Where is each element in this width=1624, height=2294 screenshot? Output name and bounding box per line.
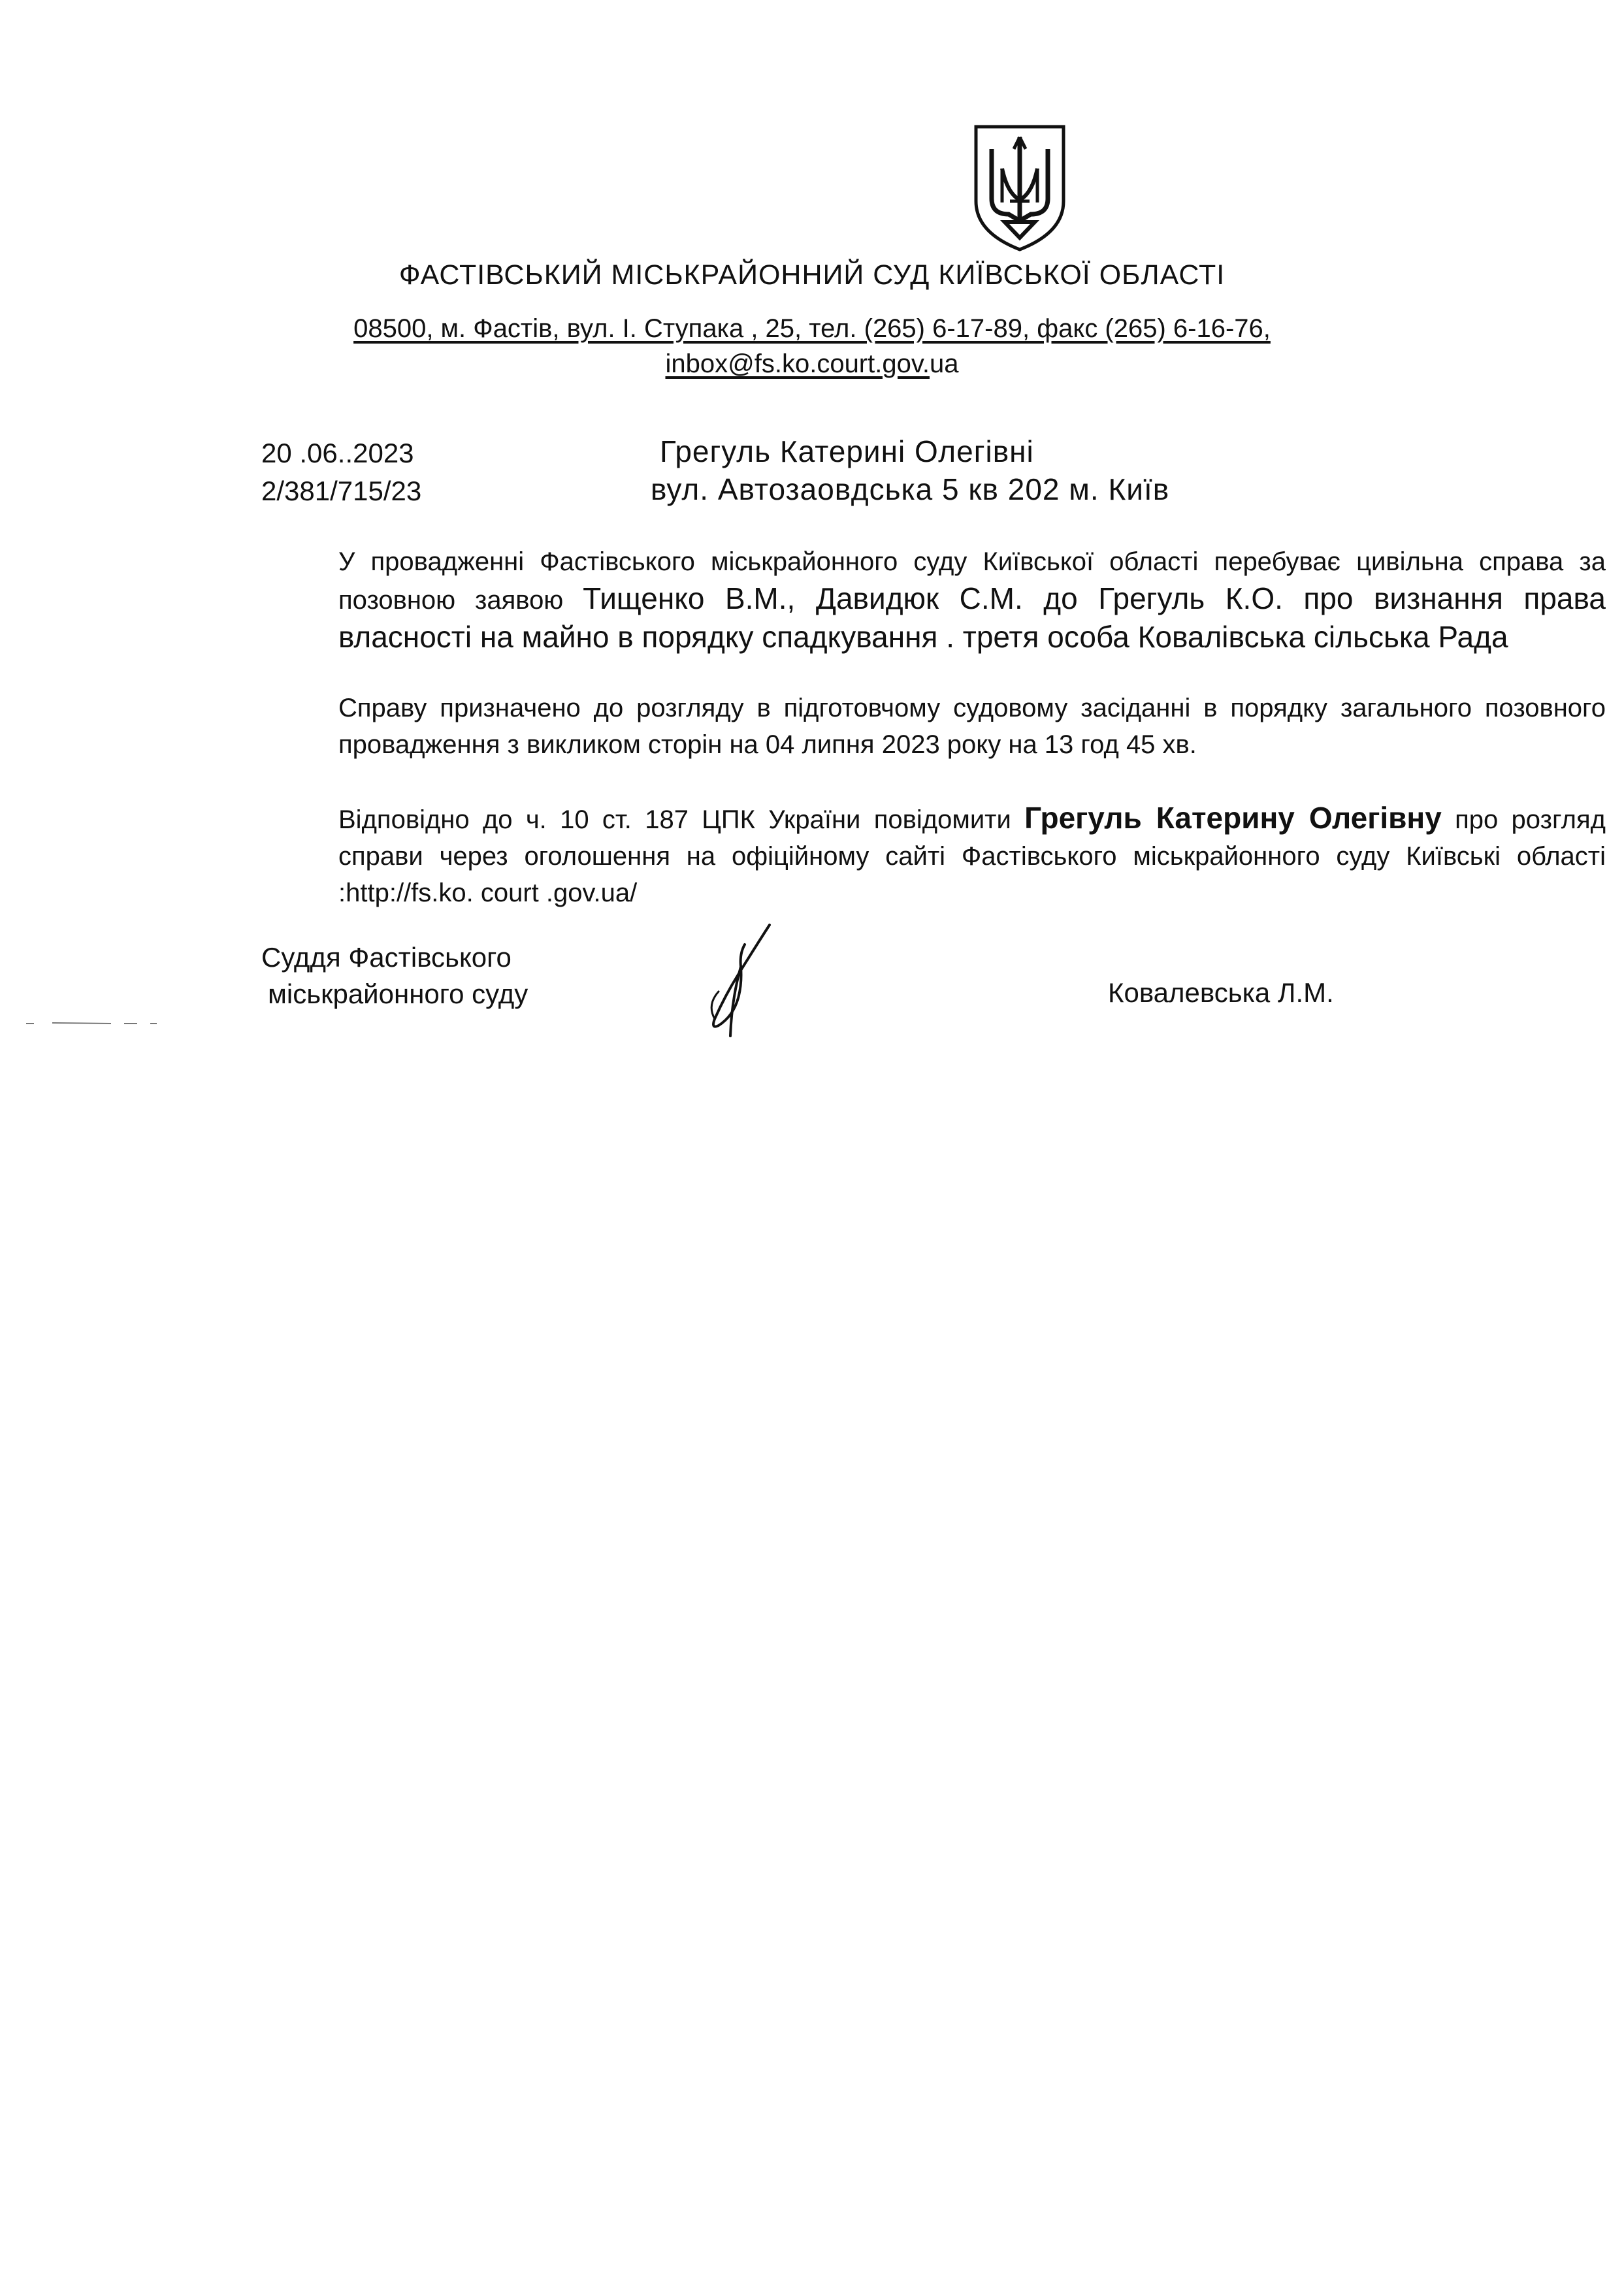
- document-date: 20 .06..2023: [261, 438, 414, 468]
- court-email-tail: ua: [930, 349, 959, 378]
- paragraph-notice-addressee: Грегуль Катерину Олегівну: [1024, 801, 1442, 835]
- judge-title-line1: Суддя Фастівського: [261, 942, 512, 973]
- paragraph-notice-rest: про розгляд справи через оголошення на офіційному сайті Фастівського міськрайонного суду Київські області :http://fs.ko. court .gov.ua/: [338, 805, 1606, 907]
- paragraph-case-info-parties: Тищенко В.М., Давидюк С.М. до Грегуль К.О. про визнання права власності на майно в порядку спадкування . третя особа Ковалівська сільська Рада: [338, 581, 1606, 654]
- court-address-line: 08500, м. Фастів, вул. І. Ступака , 25, тел. (265) 6-17-89, факс (265) 6-16-76,: [353, 314, 1271, 343]
- paragraph-case-info: [261, 543, 1606, 657]
- paragraph-notice-intro: Відповідно до ч. 10 ст. 187 ЦПК України повідомити: [338, 805, 1025, 834]
- court-email-underlined: inbox@fs.ko.court.gov.: [665, 349, 930, 378]
- judge-title-line2: міськрайонного суду: [268, 978, 528, 1009]
- scan-artifact: [26, 1020, 170, 1027]
- paragraph-case-info-intro: У провадженні Фастівського міськрайонного суду Київської області перебуває цивільна справа за позовною заявою: [338, 547, 1606, 615]
- court-email: [0, 349, 1624, 379]
- court-address: [0, 314, 1624, 344]
- court-name: ФАСТІВСЬКИЙ МІСЬКРАЙОННИЙ СУД КИЇВСЬКОЇ ОБЛАСТІ: [398, 259, 1226, 291]
- handwritten-signature: [692, 921, 784, 1039]
- case-number: 2/381/715/23: [261, 476, 422, 506]
- paragraph-notice: [261, 800, 1606, 911]
- recipient-address: вул. Автозаовдська 5 кв 202 м. Київ: [651, 472, 1170, 506]
- judge-name: Ковалевська Л.М.: [1108, 977, 1334, 1008]
- recipient-name: Грегуль Катерині Олегівні: [660, 434, 1034, 468]
- paragraph-hearing: Справу призначено до розгляду в підготовчому судовому засіданні в порядку загального позовного провадження з викликом сторін на 04 липня 2023 року на 13 год 45 хв.: [338, 694, 1606, 759]
- ukraine-trident-icon: [971, 123, 1069, 253]
